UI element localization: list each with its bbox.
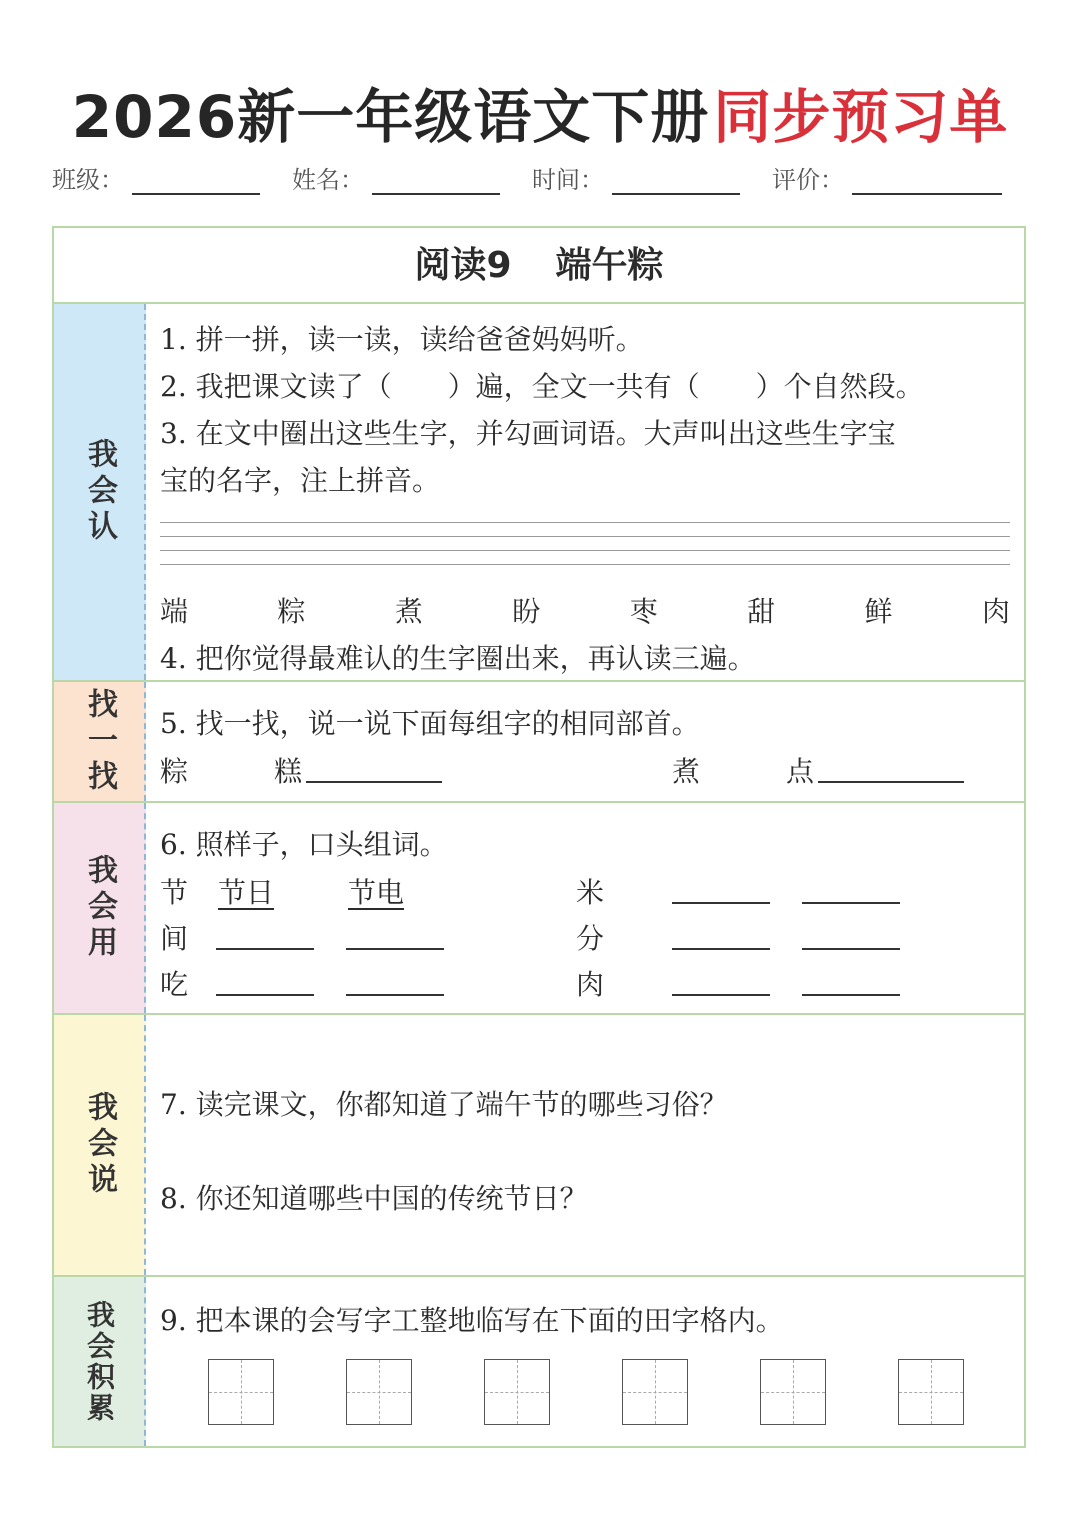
section-label-use: 我会用 — [54, 803, 146, 1013]
example-char: 节 — [160, 876, 189, 909]
word-blank[interactable] — [346, 963, 444, 996]
question-7: 7. 读完课文，你都知道了端午节的哪些习俗？ — [160, 1088, 728, 1121]
section-label-speak: 我会说 — [54, 1015, 146, 1275]
question-6: 6. 照样子，口头组词。 — [160, 828, 448, 861]
word-blank[interactable] — [802, 963, 900, 996]
question-1: 1. 拼一拼，读一读，读给爸爸妈妈听。 — [160, 323, 644, 356]
name-blank[interactable] — [372, 165, 500, 195]
example-word-1: 节日 — [218, 876, 275, 909]
word-blank[interactable] — [672, 871, 770, 904]
tianzige-box[interactable] — [622, 1359, 688, 1425]
lesson-number: 阅读9 — [414, 245, 512, 286]
tianzige-box[interactable] — [760, 1359, 826, 1425]
time-label: 时间： — [532, 166, 604, 194]
word-blank[interactable] — [672, 917, 770, 950]
lesson-name: 端午粽 — [555, 245, 664, 286]
group1-char-2: 糕 — [274, 755, 303, 788]
section-accumulate-content — [160, 1277, 1014, 1446]
evaluation-field[interactable] — [772, 160, 1002, 195]
time-field[interactable] — [532, 160, 740, 195]
word-blank[interactable] — [802, 871, 900, 904]
word-char: 间 — [160, 922, 189, 955]
word-blank[interactable] — [802, 917, 900, 950]
question-8: 8. 你还知道哪些中国的传统节日？ — [160, 1182, 588, 1215]
word-blank[interactable] — [216, 963, 314, 996]
group2-radical-blank[interactable] — [818, 750, 964, 783]
group1-radical-blank[interactable] — [306, 750, 442, 783]
group1-char-1: 粽 — [160, 755, 189, 788]
section-accumulate — [54, 1277, 1024, 1446]
question-3-line1: 3. 在文中圈出这些生字，并勾画词语。大声叫出这些生字宝 — [160, 417, 896, 450]
character: 枣 — [629, 595, 658, 628]
group2-char-2: 点 — [786, 755, 815, 788]
word-blank[interactable] — [216, 917, 314, 950]
word-blank[interactable] — [672, 963, 770, 996]
question-2: 2. 我把课文读了（ ）遍，全文一共有（ ）个自然段。 — [160, 370, 924, 403]
new-characters-row — [160, 590, 1010, 630]
character: 鲜 — [864, 595, 893, 628]
question-9: 9. 把本课的会写字工整地临写在下面的田字格内。 — [160, 1304, 784, 1337]
pinyin-writing-lines[interactable] — [160, 522, 1010, 578]
section-recognize — [54, 304, 1024, 682]
section-find-content — [160, 682, 1014, 801]
name-label: 姓名： — [292, 166, 364, 194]
tianzige-box[interactable] — [208, 1359, 274, 1425]
section-use — [54, 803, 1024, 1015]
class-blank[interactable] — [132, 165, 260, 195]
example-word-2: 节电 — [348, 876, 405, 909]
question-3-line2: 宝的名字，注上拼音。 — [160, 464, 441, 497]
class-field[interactable] — [52, 160, 260, 195]
word-char: 分 — [576, 922, 605, 955]
section-label-recognize: 我会认 — [54, 304, 146, 680]
tianzige-box[interactable] — [484, 1359, 550, 1425]
tianzige-box[interactable] — [898, 1359, 964, 1425]
character: 甜 — [747, 595, 776, 628]
tianzige-box[interactable] — [346, 1359, 412, 1425]
section-speak-content — [160, 1015, 1014, 1275]
evaluation-blank[interactable] — [852, 165, 1002, 195]
section-find — [54, 682, 1024, 803]
time-blank[interactable] — [612, 165, 740, 195]
character: 肉 — [981, 595, 1010, 628]
question-4: 4. 把你觉得最难认的生字圈出来，再认读三遍。 — [160, 642, 756, 675]
evaluation-label: 评价： — [772, 166, 844, 194]
character: 煮 — [394, 595, 423, 628]
question-5: 5. 找一找，说一说下面每组字的相同部首。 — [160, 707, 700, 740]
word-char: 米 — [576, 876, 605, 909]
page-title — [0, 70, 1080, 154]
section-label-accumulate: 我会积累 — [54, 1277, 146, 1446]
character: 端 — [160, 595, 189, 628]
section-label-find: 找一找 — [54, 682, 146, 801]
group2-char-1: 煮 — [672, 755, 701, 788]
word-blank[interactable] — [346, 917, 444, 950]
class-label: 班级： — [52, 166, 124, 194]
title-highlight: 同步预习单 — [713, 83, 1009, 151]
section-speak — [54, 1015, 1024, 1277]
word-char: 吃 — [160, 968, 189, 1001]
student-info-row — [52, 160, 1022, 200]
lesson-title — [54, 228, 1024, 304]
word-char: 肉 — [576, 968, 605, 1001]
name-field[interactable] — [292, 160, 500, 195]
character: 粽 — [277, 595, 306, 628]
section-use-content — [160, 803, 1014, 1013]
worksheet — [52, 226, 1026, 1448]
character: 盼 — [512, 595, 541, 628]
title-main: 2026新一年级语文下册 — [71, 83, 710, 151]
section-recognize-content — [160, 304, 1014, 680]
